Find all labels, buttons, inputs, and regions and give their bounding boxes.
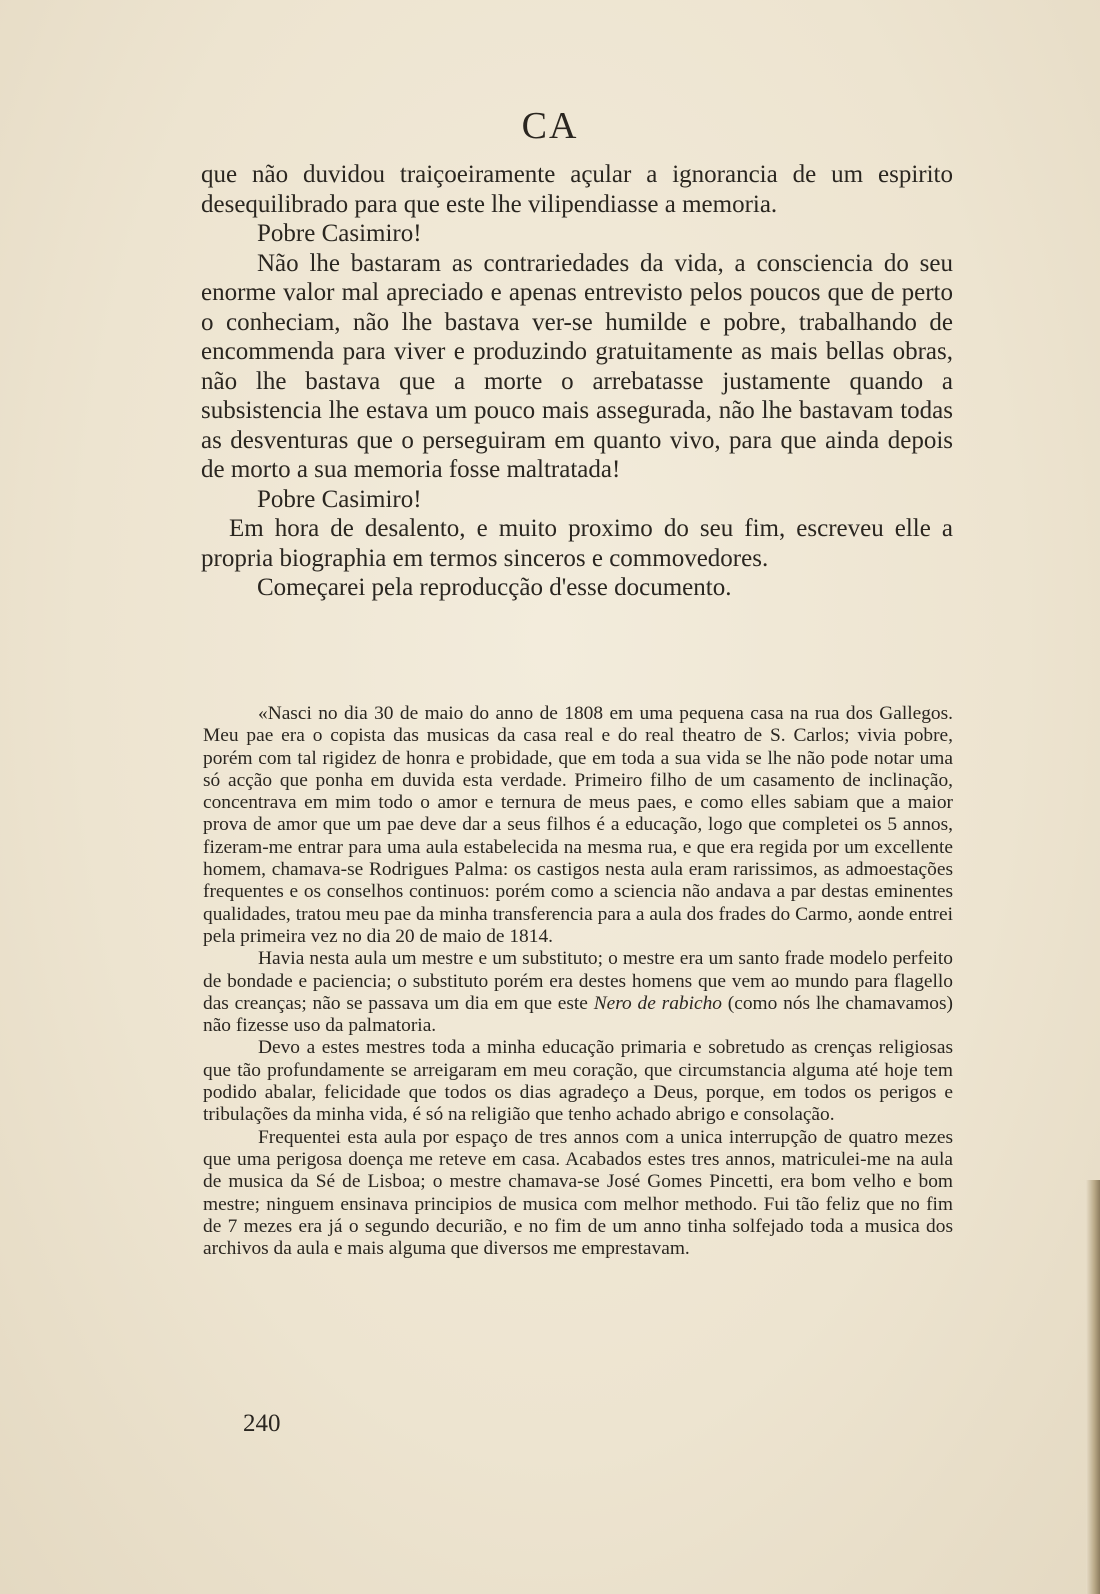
- quote-paragraph: [203, 948, 953, 1037]
- page-number: 240: [243, 1410, 281, 1437]
- paragraph: Em hora de desalento, e muito proximo do seu fim, escreveu elle a propria biographia em termos sinceros e commovedores.: [201, 515, 953, 572]
- page-edge: [1086, 1180, 1100, 1594]
- paragraph: Pobre Casimiro!: [257, 485, 422, 513]
- paragraph: que não duvidou traiçoeiramente açular a ignorancia de um espirito desequilibrado para que este lhe vilipendiasse a memoria.: [201, 161, 953, 218]
- paragraph: Não lhe bastaram as contrariedades da vida, a consciencia do seu enorme valor mal apreciado e apenas entrevisto pelos poucos que de perto o conheciam, não lhe bastava ver-se humilde e pobre, trabalhando de encommenda para viver e produzindo gratuitamente as mais bellas obras, não lhe bastava que a morte o arrebatasse justamente quando a subsistencia lhe estava um pouco mais assegurada, não lhe bastavam todas as desventuras que o perseguiram em quanto vivo, para que ainda depois de morto a sua memoria fosse maltratada!: [201, 249, 953, 483]
- quote-text: Havia nesta aula um mestre e um substituto; o mestre era um santo frade modelo perfeito de bondade e paciencia; o substituto porém era destes homens que vem ao mundo para flagello das creanças; não se passava um dia em que este: [203, 948, 953, 1014]
- quote-text: (como nós lhe chamavamos) não fizesse uso da palmatoria.: [203, 992, 953, 1037]
- running-header: CA: [521, 105, 579, 147]
- quote-paragraph: Devo a estes mestres toda a minha educação primaria e sobretudo as crenças religiosas que tão profundamente se arreigaram em meu coração, que circumstancia alguma até hoje tem podido abalar, felicidade que todos os dias agradeço a Deus, porque, em todos os perigos e tribulações da minha vida, é só na religião que tenho achado abrigo e consolação.: [203, 1037, 953, 1126]
- quote-paragraph: «Nasci no dia 30 de maio do anno de 1808 em uma pequena casa na rua dos Gallegos. Meu pae era o copista das musicas da casa real e do real theatro de S. Carlos; vivia pobre, porém com tal rigidez de honra e probidade, que em toda a sua vida se lhe não pode notar uma só acção que ponha em duvida esta verdade. Primeiro filho de um casamento de inclinação, concentrava em mim todo o amor e ternura de meus paes, e como elles sabiam que a maior prova de amor que um pae deve dar a seus filhos é a educação, logo que completei os 5 annos, fizeram-me entrar para uma aula estabelecida na mesma rua, e que era regida por um excellente homem, chamava-se Rodrigues Palma: os castigos nesta aula eram rarissimos, as admoestações frequentes e os conselhos continuos: porém como a sciencia não andava a par destas eminentes qualidades, tratou meu pae da minha transferencia para a aula dos frades do Carmo, aonde entrei pela primeira vez no dia 20 de maio de 1814.: [203, 703, 953, 947]
- quote-italic-text: Nero de rabicho: [593, 992, 722, 1014]
- quote-paragraph: Frequentei esta aula por espaço de tres annos com a unica interrupção de quatro mezes que uma perigosa doença me reteve em casa. Acabados estes tres annos, matriculei-me na aula de musica da Sé de Lisboa; o mestre chamava-se José Gomes Pincetti, era bom velho e bom mestre; ninguem ensinava principios de musica com melhor methodo. Fui tão feliz que no fim de 7 mezes era já o segundo decurião, e no fim de um anno tinha solfejado toda a musica dos archivos da aula e mais alguma que diversos me emprestavam.: [203, 1126, 953, 1260]
- paragraph: Pobre Casimiro!: [257, 220, 422, 247]
- paragraph: Começarei pela reproducção d'esse documento.: [257, 574, 732, 601]
- quoted-autobiography: [203, 703, 953, 1260]
- main-text: [201, 160, 953, 603]
